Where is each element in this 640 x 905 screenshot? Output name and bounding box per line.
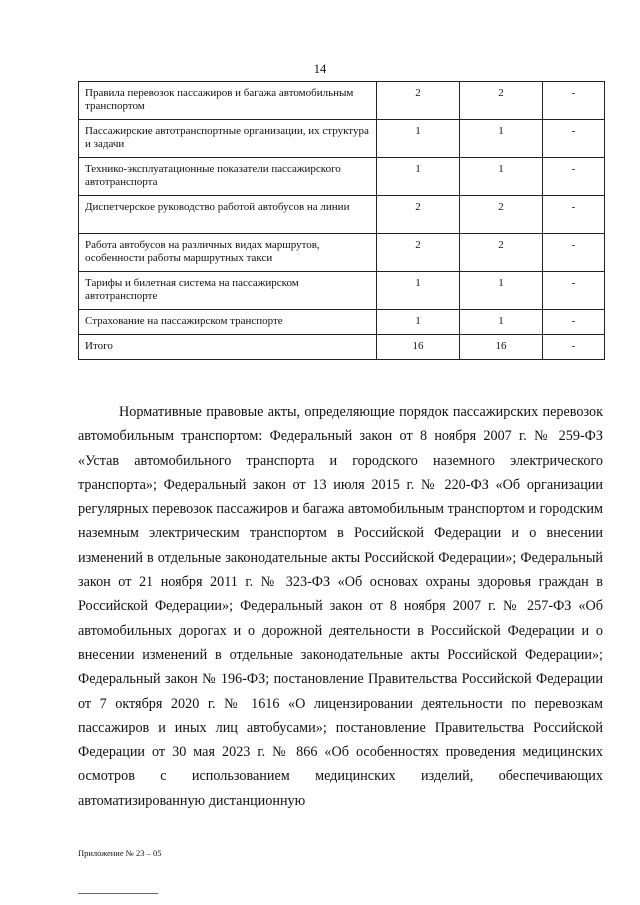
hours-practice-cell: - xyxy=(543,82,605,120)
hours-practice-cell: - xyxy=(543,158,605,196)
hours-total-cell: 2 xyxy=(377,82,460,120)
table-row xyxy=(79,82,605,120)
table-row xyxy=(79,234,605,272)
hours-practice-cell: - xyxy=(543,120,605,158)
total-practice-cell: - xyxy=(543,335,605,360)
hours-practice-cell: - xyxy=(543,272,605,310)
hours-theory-cell: 2 xyxy=(460,196,543,234)
topic-cell: Работа автобусов на различных видах маршрутов, особенности работы маршрутных такси xyxy=(79,234,377,272)
hours-total-cell: 2 xyxy=(377,196,460,234)
total-hours-cell: 16 xyxy=(377,335,460,360)
table-row xyxy=(79,310,605,335)
footer-note: Приложение № 23 – 05 xyxy=(78,848,162,858)
curriculum-table xyxy=(78,81,605,360)
hours-theory-cell: 1 xyxy=(460,310,543,335)
hours-total-cell: 1 xyxy=(377,158,460,196)
table-body xyxy=(79,82,605,360)
table-row xyxy=(79,272,605,310)
hours-practice-cell: - xyxy=(543,310,605,335)
table-row xyxy=(79,196,605,234)
topic-cell: Технико-эксплуатационные показатели пассажирского автотранспорта xyxy=(79,158,377,196)
total-theory-cell: 16 xyxy=(460,335,543,360)
hours-practice-cell: - xyxy=(543,196,605,234)
body-paragraph: Нормативные правовые акты, определяющие порядок пассажирских перевозок автомобильным транспортом: Федеральный закон от 8 ноября 2007 г. № 259-ФЗ «Устав автомобильного транспорта и городского наземного электрического транспорта»; Федеральный закон от 13 июля 2015 г. № 220-ФЗ «Об организации регулярных перевозок пассажиров и багажа автомобильным транспортом и городским наземным электрическим транспортом в Российской Федерации и о внесении изменений в отдельные законодательные акты Российской Федерации»; Федеральный закон от 21 ноября 2011 г. № 323-ФЗ «Об основах охраны здоровья граждан в Российской Федерации»; Федеральный закон от 8 ноября 2007 г. № 257-ФЗ «Об автомобильных дорогах и о дорожной деятельности в Российской Федерации и о внесении изменений в отдельные законодательные акты Российской Федерации»; Федеральный закон № 196-ФЗ; постановление Правительства Российской Федерации от 7 октября 2020 г. № 1616 «О лицензировании деятельности по перевозкам пассажиров и иных лиц автобусами»; постановление Правительства Российской Федерации от 30 мая 2023 г. № 866 «Об особенностях проведения медицинских осмотров с использованием медицинских изделий, обеспечивающих автоматизированную дистанционную xyxy=(78,404,603,809)
hours-total-cell: 2 xyxy=(377,234,460,272)
table-row xyxy=(79,120,605,158)
topic-cell: Тарифы и билетная система на пассажирском автотранспорте xyxy=(79,272,377,310)
topic-cell: Пассажирские автотранспортные организации, их структура и задачи xyxy=(79,120,377,158)
topic-cell: Правила перевозок пассажиров и багажа автомобильным транспортом xyxy=(79,82,377,120)
topic-cell: Страхование на пассажирском транспорте xyxy=(79,310,377,335)
hours-theory-cell: 2 xyxy=(460,82,543,120)
page-number: 14 xyxy=(313,62,327,76)
hours-theory-cell: 1 xyxy=(460,120,543,158)
hours-theory-cell: 1 xyxy=(460,158,543,196)
table-row-total xyxy=(79,335,605,360)
hours-total-cell: 1 xyxy=(377,310,460,335)
total-label-cell: Итого xyxy=(79,335,377,360)
hours-total-cell: 1 xyxy=(377,120,460,158)
hours-theory-cell: 2 xyxy=(460,234,543,272)
topic-cell: Диспетчерское руководство работой автобусов на линии xyxy=(79,196,377,234)
bottom-rule xyxy=(78,893,158,894)
hours-total-cell: 1 xyxy=(377,272,460,310)
table-row xyxy=(79,158,605,196)
hours-theory-cell: 1 xyxy=(460,272,543,310)
hours-practice-cell: - xyxy=(543,234,605,272)
